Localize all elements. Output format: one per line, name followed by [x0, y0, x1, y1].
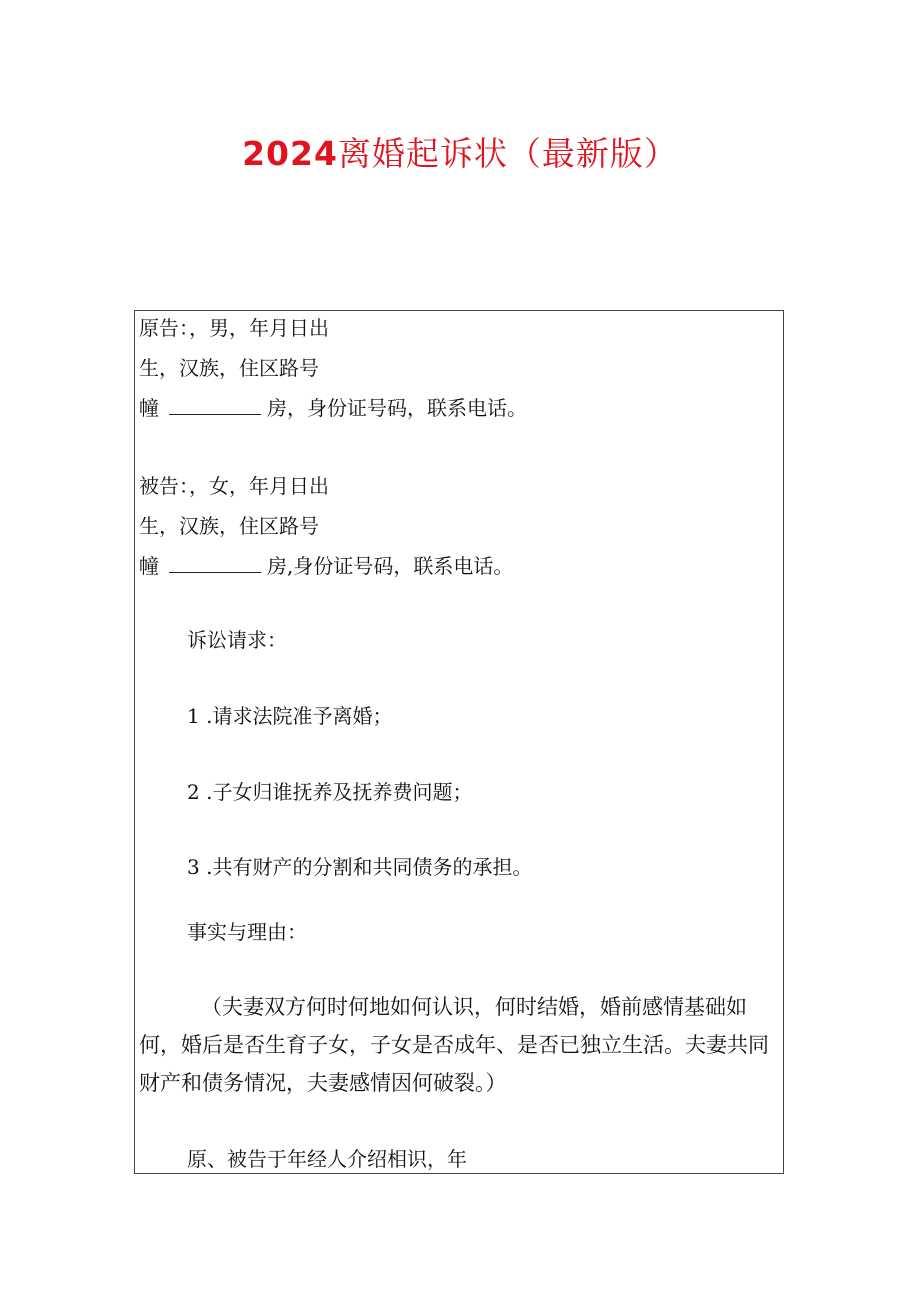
title-text: 离婚起诉状（最新版）	[337, 134, 678, 173]
plaintiff-blank	[169, 396, 261, 415]
defendant-blank	[169, 554, 261, 573]
defendant-line-2: 生，汉族，住区路号	[139, 514, 319, 538]
facts-note: （夫妻双方何时何地如何认识，何时结婚，婚前感情基础如何，婚后是否生育子女，子女是否成年、是否已独立生活。夫妻共同财产和债务情况，夫妻感情因何破裂。）	[139, 995, 769, 1095]
plaintiff-building-label: 幢	[139, 396, 159, 420]
facts-heading: 事实与理由：	[187, 920, 307, 944]
claim-item-2: 2 .子女归谁抚养及抚养费问题；	[187, 780, 473, 804]
title-year: 2024	[242, 134, 338, 173]
document-title	[0, 128, 920, 175]
defendant-line-3	[139, 553, 513, 579]
defendant-line-1: 被告：，女，年月日出	[139, 474, 329, 498]
plaintiff-line-2: 生，汉族，住区路号	[139, 356, 319, 380]
claim-item-3: 3 .共有财产的分割和共同债务的承担。	[187, 855, 533, 879]
defendant-building-label: 幢	[139, 554, 159, 578]
claim-item-1: 1 .请求法院准予离婚；	[187, 704, 393, 728]
plaintiff-line-1: 原告：，男，年月日出	[139, 316, 329, 340]
plaintiff-line-3	[139, 395, 527, 421]
plaintiff-line-3-text: 房，身份证号码，联系电话。	[267, 396, 527, 420]
defendant-line-3-text: 房,身份证号码，联系电话。	[267, 554, 514, 578]
document-frame	[134, 310, 784, 1174]
claims-heading: 诉讼请求：	[187, 628, 287, 652]
facts-paragraph-1: 原、被告于年经人介绍相识，年	[187, 1147, 467, 1171]
